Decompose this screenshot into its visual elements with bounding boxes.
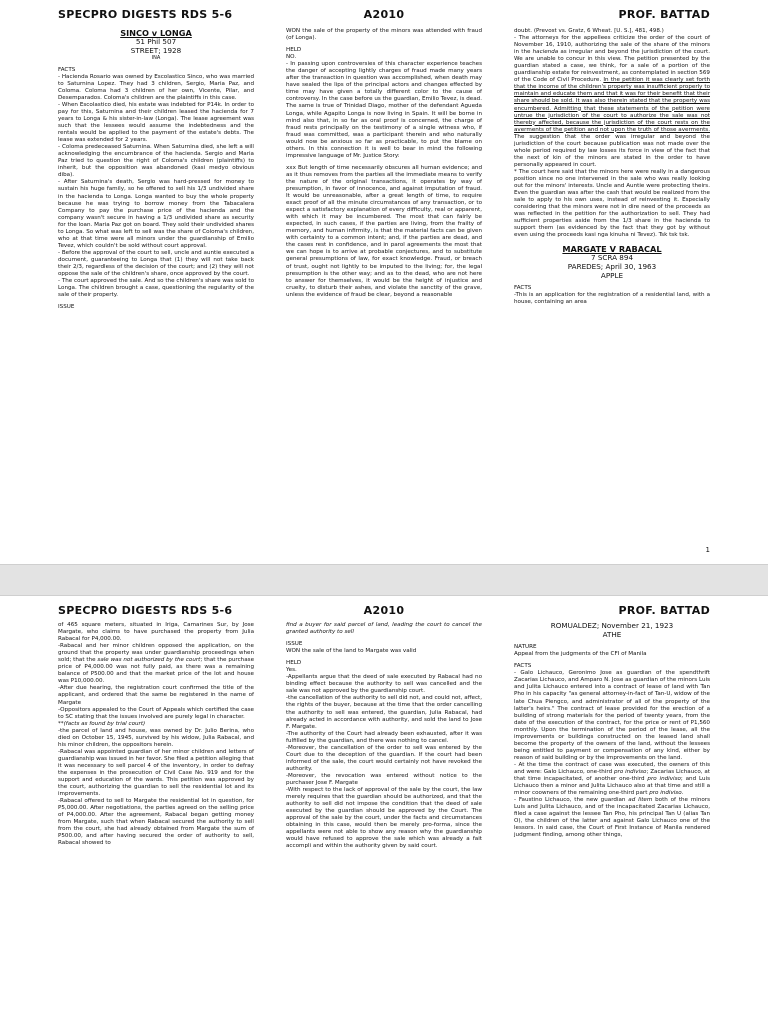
- paragraph: - The court approved the sale. And so the children's share was sold to Longa. The children brought a case, questioning the regularity of the sale of their property.: [58, 278, 254, 299]
- paragraph: -Moreover, the revocation was entered without notice to the purchaser Jose F. Margate: [286, 772, 482, 786]
- nature-label: NATURE: [514, 644, 537, 651]
- paragraph: -Rabacal was appointed guardian of her minor children and letters of guardianship was issued in her favor. She filed a petition alleging that it was necessary to sell parcel 4 of the inventory, in order to defray the expenses in the prosecution of Civil Case No. 919 and for the support and education of the wards. This petition was approved by the court, authorizing the guardian to sell the residential lot and its improvements.: [58, 748, 254, 798]
- facts-label: FACTS: [58, 66, 76, 73]
- digester: APPLE: [600, 270, 624, 280]
- page-2: [0, 596, 768, 1024]
- facts-label: FACTS: [514, 663, 532, 670]
- header-right: PROF. BATTAD: [618, 604, 710, 617]
- paragraph: - After Saturnina's death, Sergio was hard-pressed for money to sustain his huge family, so he offered to sell his 1/3 undivided share in the hacienda to Longa. Longa wanted to buy the whole property because he was trying to borrow money from the Tabacalera Company to pay the purchase price of the hacienda and the company wasn't secure in having a 1/3 undivided share as security for the loan. Maria Paz got on board. They sold their undivided shares to Longa. So what was left to sell was the share of Coloma's children, who at that time were all minors under the guardianship of Emilio Tevez, which couldn't be sold without court approval.: [58, 179, 254, 249]
- underlined-passage: In the petition it was clearly set forth that the income of the children's property was insufficient properly to maintain and educate them and that it was for their benefit that their share should be sold. It was also therein stated that the property was encumbered. Admitting that these statements of the petition were untrue the jurisdiction of the court to authorize the sale was not thereby affected, because the jurisdiction of the court rests on the averments of the petition and not upon the truth of those averments.: [514, 77, 710, 133]
- header-center: A2010: [363, 604, 405, 617]
- case-citation: 7 SCRA 894: [590, 253, 634, 263]
- held-answer: NO.: [286, 54, 297, 61]
- case-citation: 51 Phil 507: [135, 37, 177, 46]
- quotation: xxx But length of time necessarily obscures all human evidence; and as it thus removes from the parties all the immediate means to verify the nature of the original transactions, it operates by way of presumption, in favor of innocence, and against imputation of fraud. It would be unreasonable, after a great length of time, to require exact proof of all the minute circumstances of any transaction, or to expect a satisfactory explanation of every difficulty, real or apparent, with which it may be incumbered. The most that can fairly be expected, in such cases, if the parties are living, from the frailty of memory, and human infirmity, is that the material facts can be given with certainty to a common intent; and, if the parties are dead, and the cases rest in confidence, and in parol agreements the most that we can hope is to arrive at probable conjectures, and to substitute general presumptions of law, for exact knowledge. Fraud, or breach of trust, ought not lightly to be imputed to the living; for, the legal presumption is the other way; and as to the dead, who are not here to answer for themselves, it would be the height of injustice and cruelty, to disturb their ashes, and violate the sanctity of the grave, unless the evidence of fraud be clear, beyond a reasonable: [286, 164, 482, 298]
- paragraph: - Before the approval of the court to sell, uncle and auntie executed a document, guaranteeing to Longa that (1) they will not take back their 2/3, regardless of the decision of the court; and (2) they will not oppose the sale of the children's share, once approved by the court.: [58, 249, 254, 278]
- header-left: SPECPRO DIGESTS RDS 5-6: [58, 604, 233, 617]
- paragraph: - When Escolastico died, his estate was indebted for P14k. In order to pay for this, Saturnina and their children leased the hacienda for 7 years to Longa & his sister-in-law (Longa). The lease agreement was such that the lessees would assume the indebtedness and the rentals would be applied to the payment of the estate's debts. The lease was extended for 2 years.: [58, 101, 254, 144]
- paragraph: -the cancellation of the authority to sell did not, and could not, affect, the rights of the buyer, because at the time that the order cancelling the authority to sell was entered, the guardian, Julia Rabacal, had already acted in accordance with authority, and sold the land to Jose F. Margate.: [286, 695, 482, 730]
- held-label: HELD: [286, 660, 302, 667]
- paragraph: * The court here said that the minors here were really in a dangerous position since no one intervened in the sale who was really looking out for the minors' interests. Uncle and Auntie were protecting theirs. Even the guardian was after the cash that would be realized from the sale to apply to his own uses, instead of reinvesting it. Especially considering that the minors were not in dire need of the proceeds as was reflected in the petition for the authorization to sell. They had sufficient properties aside from the 1/3 share in the hacienda to support them (as evidenced by the fact that they got by without even using the proceeds kasi nga kinuha ni Tevez). Tsk tsk tsk.: [514, 168, 710, 239]
- paragraph: -With respect to the lack of approval of the sale by the court, the law merely requires that the guardian should be authorized, and that the authority to sell did not impose the condition that the deed of sale executed by the guardian should be approved by the Court. The approval of the sale by the court, under the facts and circumstances obtaining in this case, would then be merely pro-forma, since the appellants were not able to show any reason why the guardianship would have refused to approve the sale which was already a fait accompli and within the authority given by said court.: [286, 787, 482, 850]
- page-header: [58, 604, 710, 622]
- paragraph: -Rabacal offered to sell to Margate the residential lot in question, for P5,000.00. After negotiations, the parties agreed on the selling price of P4,000.00. After the agreement, Rabacal began getting money from Margate, such that when Rabacal secured the authority to sell from the court, she had already obtained from Margate the sum of P500.00, and after having secured the order of authority to sell, Rabacal showed to: [58, 798, 254, 847]
- paragraph: find a buyer for said parcel of land, leading the court to cancel the granted authority to sell: [286, 622, 482, 636]
- subheading: **(facts as found by trial court): [58, 720, 146, 727]
- header-left: SPECPRO DIGESTS RDS 5-6: [58, 8, 233, 21]
- digester: INA: [151, 55, 161, 62]
- paragraph: doubt. (Prevost vs. Gratz, 6 Wheat. [U. S.], 481, 498.): [514, 28, 664, 34]
- issue-text: WON the sale of the property of the minors was attended with fraud (of Longa).: [286, 28, 482, 42]
- column-3: [514, 622, 710, 839]
- nature-text: Appeal from the judgments of the CFI of Manila: [514, 651, 647, 658]
- column-1: [58, 28, 254, 311]
- paragraph: -The authority of the Court had already been exhausted, after it was fulfilled by the guardian, and there was nothing to cancel.: [286, 730, 482, 744]
- paragraph: -Appellants argue that the deed of sale executed by Rabacal had no binding effect because the authority to sell was cancelled and the sale was not approved by the guardianship court.: [286, 674, 482, 695]
- paragraph: - Faustino Lichauco, the new guardian ad litem both of the minors Luis and Julita Lichauco, and of the incapacitated Zacarias Lichauco, filed a case against the lessee Tan Pho, his principal Tan U (alias Tan O), the children of the latter and against Galo Lichauco one of the lessors. In said case, the Court of First Instance of Manila rendered judgment finding, among other things,: [514, 797, 710, 839]
- page-number: 1: [705, 546, 710, 554]
- paragraph: - In passing upon controversies of this character experience teaches the danger of accepting lightly charges of fraud made many years after the transaction in question was accomplished, when death may have sealed the lips of the principal actors and changes effected by time may have given a totally different color to the cause of controversy. In the case before us the guardian, Emilio Tevez, is dead. The same is true of Trinidad Diago, mother of the defendant Agueda Longa, while Agapito Longa is now living in Spain. It will be borne in mind also that, in so far as oral proof is concerned, the charge of fraud rests principally on the testimony of a single witness who, if fraud was committed, was a participant therein and who naturally would now be anxious so far as practicable, to put the blame on others. In this connection it is well to bear in mind the following impressive language of Mr. Justice Story:: [286, 61, 482, 159]
- ponente-date: PAREDES; April 30, 1963: [567, 262, 657, 271]
- held-answer: Yes.: [286, 667, 297, 674]
- paragraph: - At the time the contract of case was executed, the owners of this and were: Galo Lichauco, one-third pro indiviso; Zacarias Lichauco, at that time incapacitated, of another one-third pro indiviso; and Luis Lichauco then a minor and Julita Lichauco also at that time and still a minor coowners of the remaining one-third part pro indiviso.: [514, 761, 710, 797]
- page-separator: [0, 564, 768, 596]
- paragraph: of 465 square meters, situated in Iriga, Camarines Sur, by Jose Margate, who claims to have purchased the property from Julia Rabacal for P4,000.00.: [58, 622, 254, 643]
- held-label: HELD: [286, 47, 302, 54]
- paragraph: -This is an application for the registration of a residential land, with a house, containing an area: [514, 292, 710, 306]
- paragraph: -Rabacal and her minor children opposed the application, on the ground that the property was under guardianship proceedings when sold; that the sale was not authorized by the court; that the purchase price of P4,000.00 was not fully paid, as there was a remaining balance of P500.00 and that the market price of the lot and house was P10,000.00.: [58, 643, 255, 685]
- facts-label: FACTS: [514, 285, 532, 292]
- issue-text: WON the sale of the land to Margate was valid: [286, 648, 417, 655]
- case-title: SINCO v LONGA: [120, 28, 192, 38]
- paragraph: -Moreover, the cancellation of the order to sell was entered by the Court due to the deception of the guardian. If the court had been informed of the sale, the court would certainly not have revoked the authority.: [286, 744, 482, 772]
- column-2: [286, 28, 482, 299]
- issue-label: ISSUE: [286, 641, 303, 648]
- paragraph: -the parcel of land and house, was owned by Dr. Julio Berina, who died on October 15, 1945, survived by his widow, Julia Rabacal, and his minor children, the oppositors herein.: [58, 727, 254, 748]
- ponente-date: STREET; 1928: [130, 45, 182, 55]
- column-3: [514, 28, 710, 306]
- column-1: [58, 622, 254, 848]
- case-title: MARGATE V RABACAL: [562, 244, 662, 255]
- digester: ATHE: [602, 629, 622, 639]
- page-header: [58, 8, 710, 26]
- paragraph: -After due hearing, the registration court confirmed the title of the applicant, and ordered that the same be registered in the name of Margate: [58, 685, 254, 706]
- paragraph: -Oppositors appealed to the Court of Appeals which certified the case to SC stating that the issues involved are purely legal in character.: [58, 706, 254, 720]
- header-right: PROF. BATTAD: [618, 8, 710, 21]
- column-2: [286, 622, 482, 850]
- issue-label: ISSUE: [58, 304, 75, 311]
- paragraph: - Galo Lichauco, Geronimo Jose as guardian of the spendthrift Zacarias Lichauco, and Amparo N. Jose as guardian of the minors Luis and Julita Lichauco entered into a contract of lease of land with Tan Pho in his capacity "as general attorney-in-fact of Tan-U, widow of the late Chua Piengco, and administrator of all of the property of the latter's heirs." The contract of lease provided for the erection of a building of strong materials for the period of twenty years, from the date of the execution of the contract, for the price or rent of P1,560 monthly. Upon the termination of the period of the lease, all the improvements or buildings constructed on the leased land shall become the property of the owners of the land, without the lessees being entitled to payment or compensation of any kind, either by reason of said building or by the improvements on the land.: [514, 670, 710, 761]
- paragraph: - The attorneys for the appellees criticize the order of the court of November 16, 1910, authorizing the sale of the share of the minors in the hacienda as irregular and beyond the jurisdiction of the court. We are unable to concur in this view. The petition presented by the guardian stated a case, we think, for a sale of a portion of the guardianship estate for reinvestment, as contemplated in section 569 of the Code of Civil Procedure. In the petition it was clearly set forth that the income of the children's property was insufficient properly to maintain and educate them and that it was for their benefit that their share should be sold. It was also therein stated that the property was encumbered. Admitting that these statements of the petition were untrue the jurisdiction of the court to authorize the sale was not thereby affected, because the jurisdiction of the court rests on the averments of the petition and not upon the truth of those averments. The suggestion that the order was irregular and beyond the jurisdiction of the court because publication was not made over the whole period required by law losses its force in view of the fact that the next of kin of the minors are stated in the order to have personally appeared in court.: [514, 35, 710, 168]
- ponente-date: ROMUALDEZ; November 21, 1923: [550, 621, 674, 630]
- paragraph: - Coloma predeceased Saturnina. When Saturnina died, she left a will acknowledging the encumbrance of the hacienda. Sergio and Maria Paz tried to question the right of Coloma's children (plaintiffs) to inherit, but the opposition was abandoned (kasi medyo obvious diba).: [58, 144, 254, 179]
- paragraph: - Hacienda Rosario was owned by Escolastico Sinco, who was married to Saturnina Lopez. They had 3 children, Sergio, Maria Paz, and Coloma. Coloma had 3 children of her own, Vicente, Pilar, and Desemparados. Coloma's children are the plaintiffs in this case.: [58, 73, 254, 101]
- header-center: A2010: [363, 8, 405, 21]
